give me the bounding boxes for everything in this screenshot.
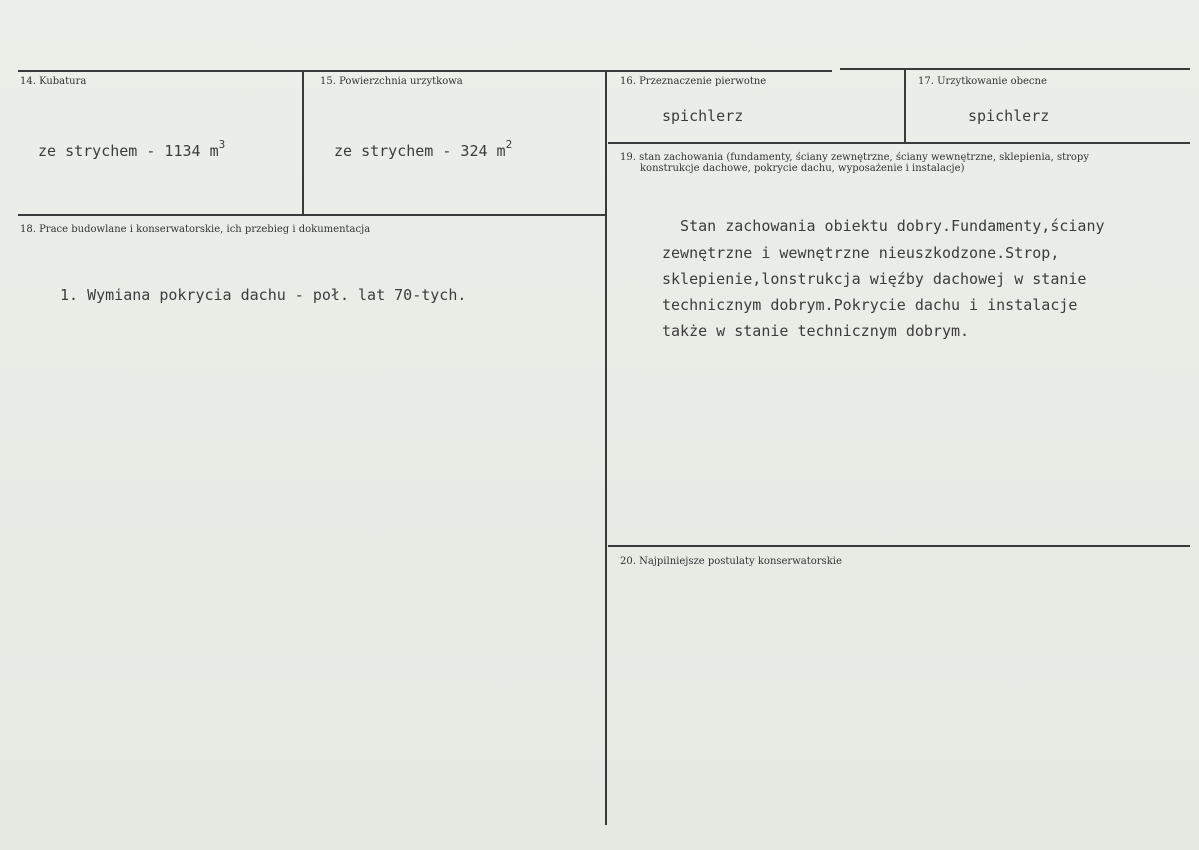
field-19-line-2: zewnętrzne i wewnętrzne nieuszkodzone.Strop, — [662, 244, 1060, 262]
field-19-line-4: technicznym dobrym.Pokrycie dachu i instalacje — [662, 296, 1078, 314]
field-16-value: spichlerz — [662, 107, 744, 125]
field-15-label: 15. Powierzchnia urzytkowa — [320, 76, 463, 87]
field-19-label-line2: konstrukcje dachowe, pokrycie dachu, wyposażenie i instalacje) — [640, 163, 965, 174]
field-15-unit-exponent: 2 — [505, 138, 513, 151]
field-17-value: spichlerz — [968, 107, 1050, 125]
field-18-label: 18. Prace budowlane i konserwatorskie, ich przebieg i dokumentacja — [20, 224, 371, 235]
field-16-label: 16. Przeznaczenie pierwotne — [620, 76, 767, 87]
field-19-line-3: sklepienie,lonstrukcja więźby dachowej w stanie — [662, 270, 1087, 288]
field-14-label: 14. Kubatura — [20, 76, 87, 87]
divider-main — [605, 70, 607, 825]
rule-below-14-15 — [18, 214, 606, 216]
divider-14-15 — [302, 72, 304, 214]
field-15-value-text: ze strychem - 324 m — [334, 142, 506, 160]
field-18-value: 1. Wymiana pokrycia dachu - poł. lat 70-tych. — [60, 286, 467, 304]
field-14-value — [38, 140, 225, 160]
rule-below-16-17 — [608, 142, 1190, 144]
field-20-label: 20. Najpilniejsze postulaty konserwatorskie — [620, 556, 842, 567]
field-14-unit-exponent: 3 — [218, 138, 226, 151]
rule-above-20 — [608, 545, 1190, 547]
field-19-label-line1: 19. stan zachowania (fundamenty, ściany zewnętrzne, ściany wewnętrzne, sklepienia, stropy — [620, 152, 1089, 163]
field-17-label: 17. Urzytkowanie obecne — [918, 76, 1047, 87]
field-19-line-1: Stan zachowania obiektu dobry.Fundamenty,ściany — [662, 217, 1105, 235]
top-rule-right — [840, 68, 1190, 70]
field-14-value-text: ze strychem - 1134 m — [38, 142, 219, 160]
field-19-line-5: także w stanie technicznym dobrym. — [662, 322, 970, 340]
divider-16-17 — [904, 70, 906, 142]
field-15-value — [334, 140, 512, 160]
top-rule-left — [18, 70, 832, 72]
